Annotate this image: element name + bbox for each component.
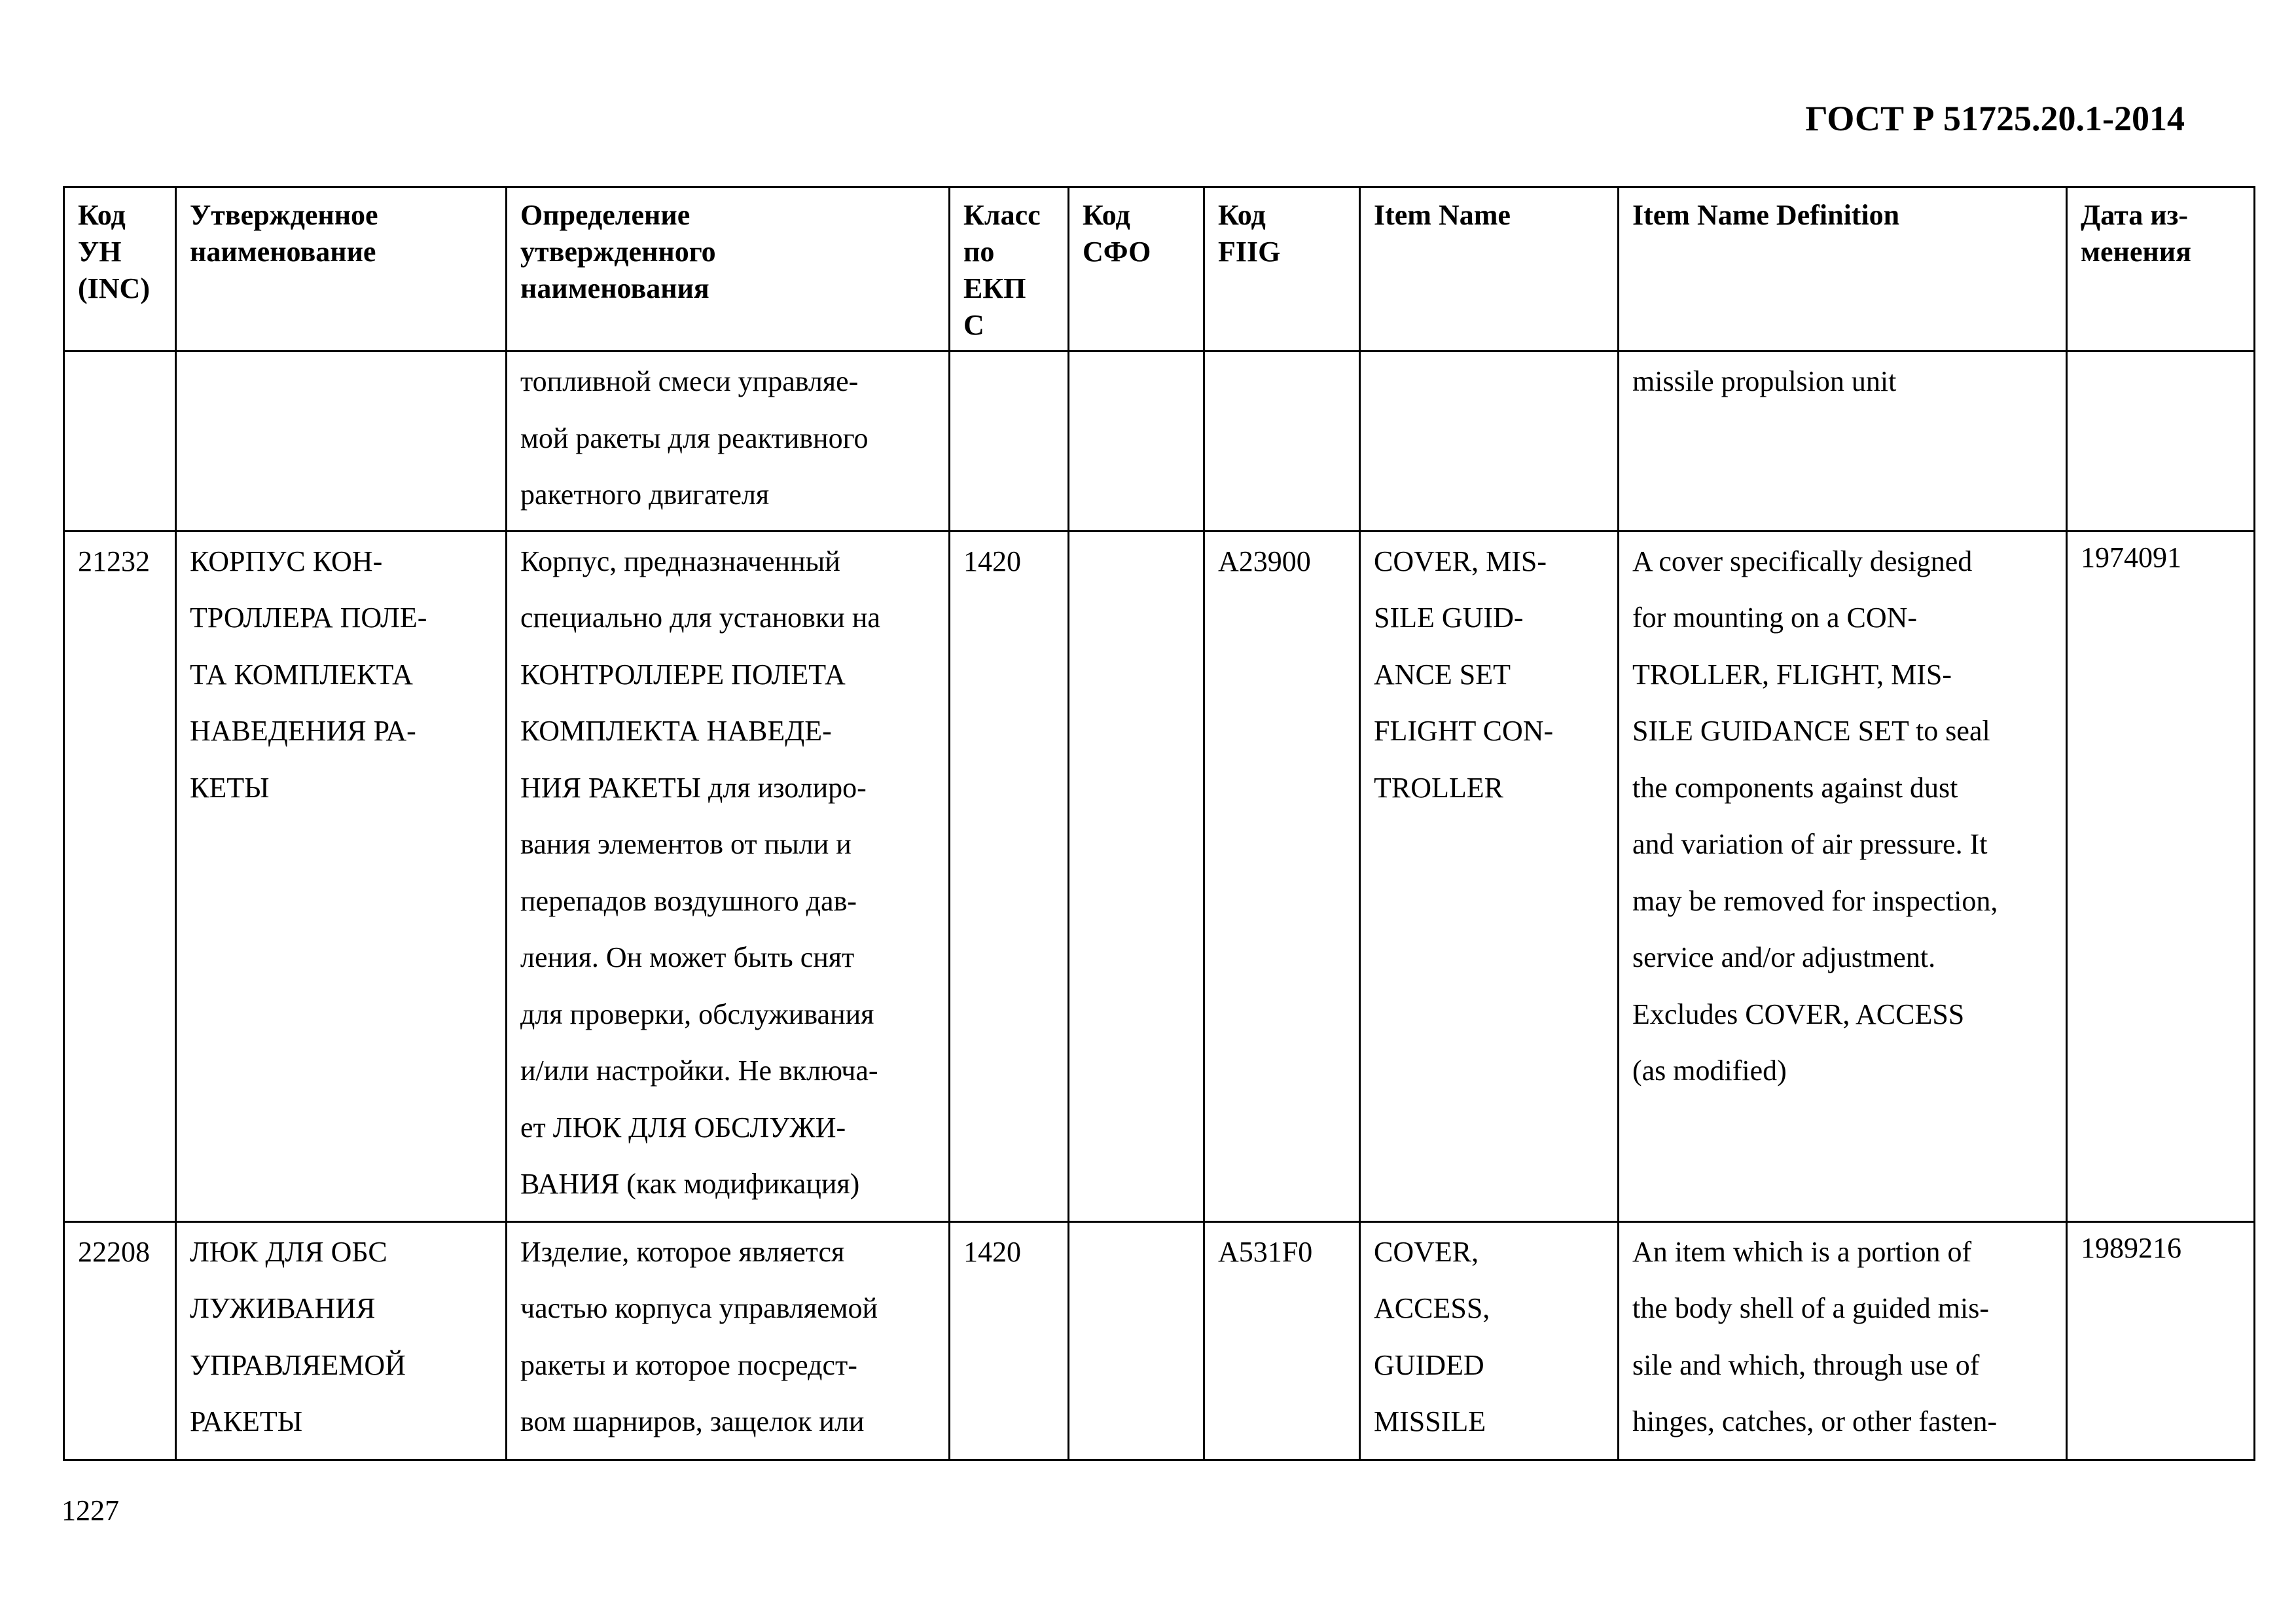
cell-text-line: hinges, catches, or other fasten- [1632, 1405, 1998, 1437]
cell-item-name-definition [1619, 352, 2067, 532]
cell-text-line: Утвержденное [190, 199, 378, 231]
cell-text-line: КЕТЫ [190, 771, 270, 804]
cell-text-line: A23900 [1218, 545, 1311, 577]
header-fiig-code [1204, 187, 1360, 352]
cell-name-definition [507, 352, 950, 532]
cell-item-name-definition [1619, 531, 2067, 1221]
cell-text-line: ракетного двигателя [520, 478, 770, 511]
cell-text-line: may be removed for inspection, [1632, 884, 1998, 917]
table-row [64, 1221, 2255, 1460]
cell-text-line: ANCE SET [1374, 658, 1511, 691]
cell-text-line: (INC) [78, 272, 150, 304]
cell-text-line: для проверки, обслуживания [520, 998, 874, 1030]
cell-text-line: ТА КОМПЛЕКТА [190, 658, 413, 691]
cell-text-line: РАКЕТЫ [190, 1405, 303, 1437]
cell-text-line: 1420 [963, 545, 1021, 577]
cell-inc [64, 1221, 176, 1460]
cell-text-line: (as modified) [1632, 1055, 1787, 1087]
cell-text-line: service and/or adjustment. [1632, 941, 1936, 973]
cell-text-line: НИЯ РАКЕТЫ для изолиро- [520, 771, 867, 804]
cell-text-line: Item Name [1374, 199, 1511, 231]
header-change-date [2067, 187, 2255, 352]
cell-text-line: COVER, [1374, 1235, 1479, 1268]
cell-text-line: for mounting on a CON- [1632, 602, 1918, 634]
cell-sfo-code [1069, 531, 1204, 1221]
cell-class [950, 531, 1069, 1221]
cell-text-line: ления. Он может быть снят [520, 941, 855, 973]
cell-text-line: и/или настройки. Не включа- [520, 1055, 878, 1087]
cell-change-date [2067, 1221, 2255, 1460]
cell-name-definition [507, 531, 950, 1221]
cell-item-name-definition [1619, 1221, 2067, 1460]
cell-text-line: НАВЕДЕНИЯ РА- [190, 715, 416, 747]
cell-text-line: A cover specifically designed [1632, 545, 1973, 577]
cell-text-line: ТРОЛЛЕРА ПОЛЕ- [190, 602, 427, 634]
cell-text-line: 1974091 [2081, 541, 2181, 573]
cell-text-line: missile propulsion unit [1632, 365, 1897, 397]
cell-text-line: ЛУЖИВАНИЯ [190, 1292, 376, 1324]
cell-text-line: A531F0 [1218, 1235, 1313, 1268]
cell-text-line: 22208 [78, 1235, 150, 1268]
table-header-row [64, 187, 2255, 352]
cell-item-name [1360, 1221, 1619, 1460]
cell-text-line: ракеты и которое посредст- [520, 1348, 857, 1381]
cell-text-line: ет ЛЮК ДЛЯ ОБСЛУЖИ- [520, 1111, 846, 1144]
cell-class [950, 352, 1069, 532]
cell-text-line: утвержденного [520, 236, 716, 268]
cell-text-line: ВАНИЯ (как модификация) [520, 1168, 860, 1200]
cell-text-line: по [963, 236, 995, 268]
cell-text-line: and variation of air pressure. It [1632, 828, 1988, 860]
cell-text-line: УПРАВЛЯЕМОЙ [190, 1348, 406, 1381]
cell-text-line: the body shell of a guided mis- [1632, 1292, 1990, 1324]
cell-text-line: менения [2081, 236, 2191, 268]
header-item-name-definition [1619, 187, 2067, 352]
cell-name-definition [507, 1221, 950, 1460]
cell-text-line: 1420 [963, 1235, 1021, 1268]
cell-text-line: SILE GUID- [1374, 602, 1524, 634]
header-sfo-code [1069, 187, 1204, 352]
document-code: ГОСТ Р 51725.20.1-2014 [1805, 99, 2185, 138]
cell-text-line: топливной смеси управляе- [520, 365, 859, 397]
cell-fiig-code [1204, 352, 1360, 532]
cell-text-line: An item which is a portion of [1632, 1235, 1972, 1268]
cell-text-line: Код [78, 199, 126, 231]
cell-text-line: УН [78, 236, 122, 268]
cell-text-line: Excludes COVER, ACCESS [1632, 998, 1965, 1030]
cell-text-line: С [963, 309, 984, 341]
cell-text-line: КОНТРОЛЛЕРЕ ПОЛЕТА [520, 658, 846, 691]
cell-text-line: Код [1218, 199, 1266, 231]
cell-text-line: наименование [190, 236, 376, 268]
cell-text-line: Изделие, которое является [520, 1235, 845, 1268]
cell-inc [64, 352, 176, 532]
cell-text-line: Item Name Definition [1632, 199, 1900, 231]
cell-text-line: Код [1083, 199, 1130, 231]
approved-names-table [63, 186, 2255, 1461]
cell-item-name [1360, 531, 1619, 1221]
cell-approved-name [176, 531, 507, 1221]
cell-text-line: специально для установки на [520, 602, 880, 634]
cell-text-line: наименования [520, 272, 709, 304]
cell-fiig-code [1204, 1221, 1360, 1460]
table-row [64, 531, 2255, 1221]
cell-change-date [2067, 531, 2255, 1221]
header-approved-name [176, 187, 507, 352]
cell-approved-name [176, 352, 507, 532]
header-name-definition [507, 187, 950, 352]
cell-text-line: sile and which, through use of [1632, 1348, 1980, 1381]
cell-change-date [2067, 352, 2255, 532]
header-item-name [1360, 187, 1619, 352]
cell-text-line: ЕКП [963, 272, 1026, 304]
cell-text-line: TROLLER [1374, 771, 1503, 804]
cell-inc [64, 531, 176, 1221]
cell-text-line: Корпус, предназначенный [520, 545, 840, 577]
cell-text-line: вания элементов от пыли и [520, 828, 852, 860]
cell-text-line: мой ракеты для реактивного [520, 422, 869, 454]
cell-text-line: ACCESS, [1374, 1292, 1490, 1324]
cell-text-line: перепадов воздушного дав- [520, 884, 857, 917]
cell-text-line: TROLLER, FLIGHT, MIS- [1632, 658, 1952, 691]
cell-sfo-code [1069, 352, 1204, 532]
cell-text-line: КОРПУС КОН- [190, 545, 383, 577]
cell-text-line: 21232 [78, 545, 150, 577]
cell-text-line: MISSILE [1374, 1405, 1486, 1437]
cell-approved-name [176, 1221, 507, 1460]
cell-text-line: FLIGHT CON- [1374, 715, 1554, 747]
cell-text-line: FIIG [1218, 236, 1281, 268]
cell-text-line: СФО [1083, 236, 1151, 268]
cell-text-line: КОМПЛЕКТА НАВЕДЕ- [520, 715, 832, 747]
table-row [64, 352, 2255, 532]
cell-text-line: частью корпуса управляемой [520, 1292, 878, 1324]
cell-text-line: Класс [963, 199, 1041, 231]
cell-text-line: Дата из- [2081, 199, 2188, 231]
header-class [950, 187, 1069, 352]
cell-text-line: 1989216 [2081, 1231, 2181, 1264]
cell-text-line: the components against dust [1632, 771, 1958, 804]
cell-item-name [1360, 352, 1619, 532]
cell-text-line: COVER, MIS- [1374, 545, 1547, 577]
cell-text-line: SILE GUIDANCE SET to seal [1632, 715, 1990, 747]
cell-text-line: GUIDED [1374, 1348, 1484, 1381]
cell-text-line: вом шарниров, защелок или [520, 1405, 865, 1437]
cell-sfo-code [1069, 1221, 1204, 1460]
cell-text-line: Определение [520, 199, 691, 231]
cell-text-line: ЛЮК ДЛЯ ОБС [190, 1235, 387, 1268]
cell-class [950, 1221, 1069, 1460]
header-inc [64, 187, 176, 352]
page-number: 1227 [62, 1494, 119, 1526]
cell-fiig-code [1204, 531, 1360, 1221]
